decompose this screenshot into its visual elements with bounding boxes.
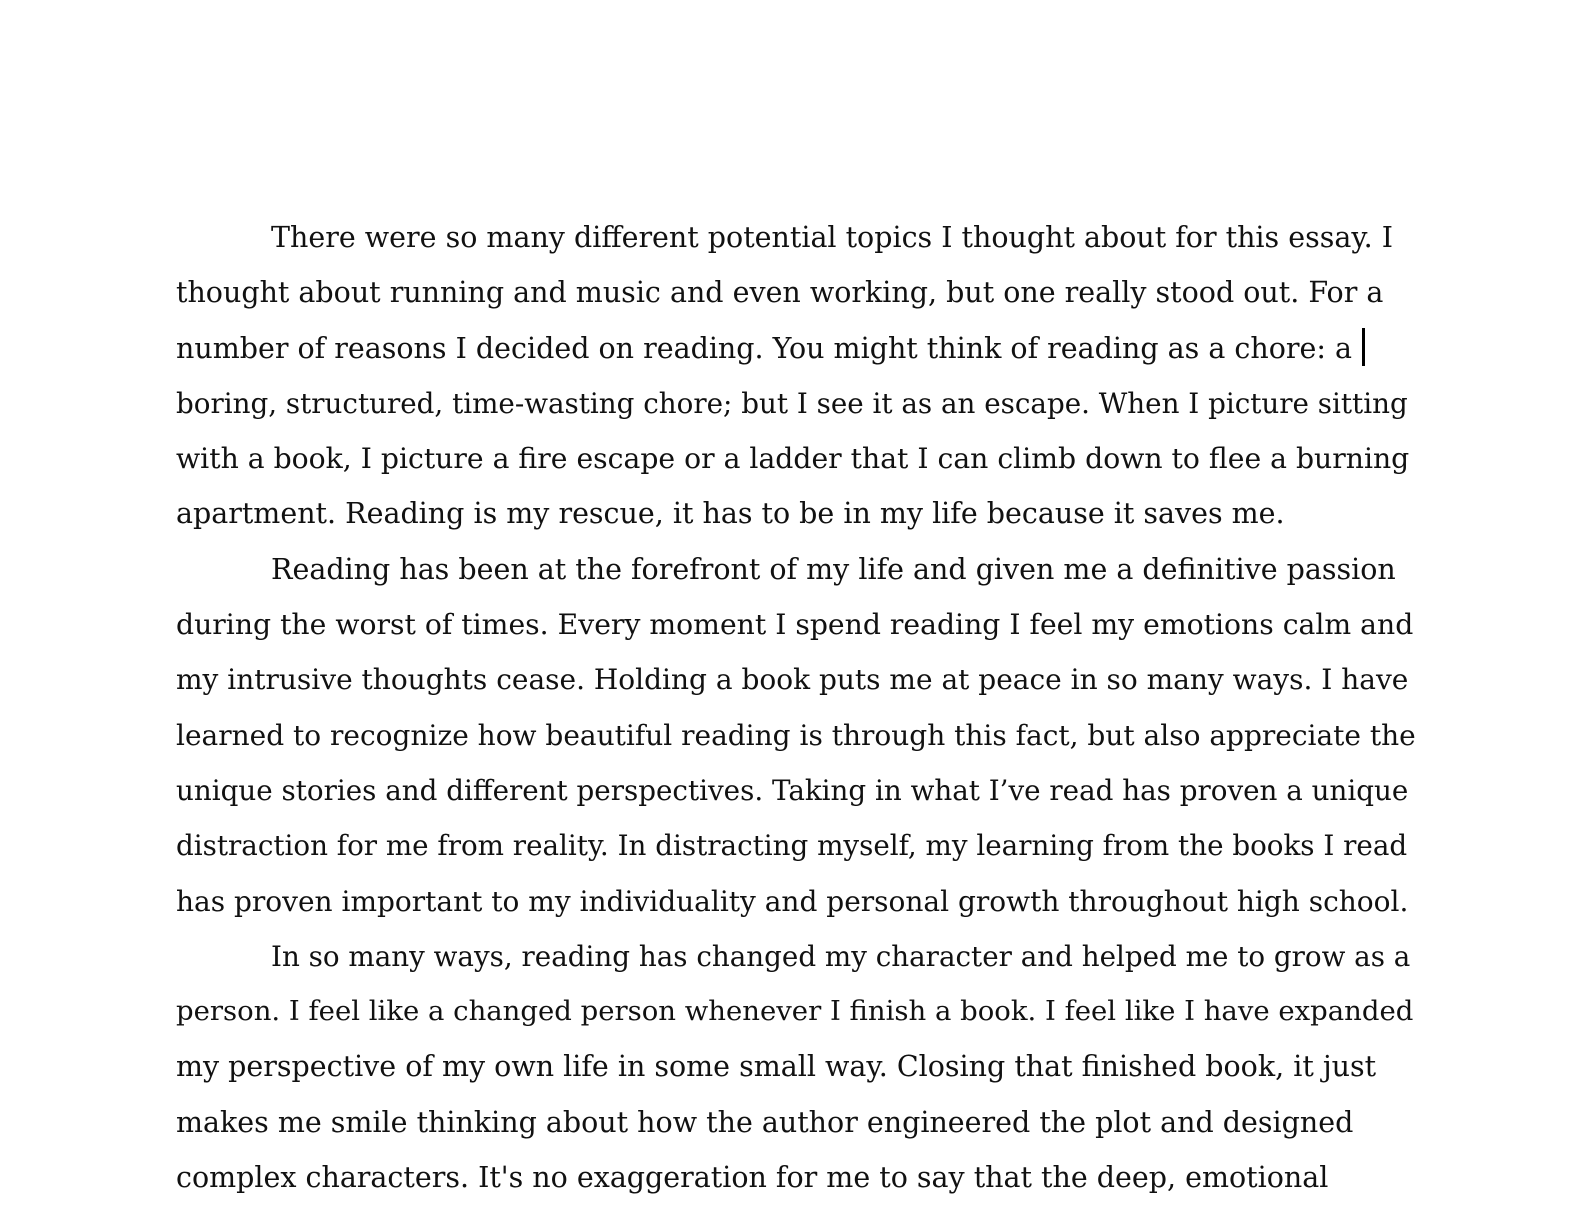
paragraph-2-line-6: distraction for me from reality. In distracting myself, my learning from the books I read <box>176 829 1408 863</box>
paragraph-1-line-3 <box>176 321 1416 376</box>
paragraph-2-line-3: my intrusive thoughts cease. Holding a book puts me at peace in so many ways. I have <box>176 663 1409 697</box>
paragraph-3-line-5: complex characters. It's no exaggeration for me to say that the deep, emotional <box>176 1161 1329 1195</box>
paragraph-2-line-7: has proven important to my individuality and personal growth throughout high school. <box>176 884 1409 918</box>
paragraph-2-line-4: learned to recognize how beautiful reading is through this fact, but also appreciate the <box>176 718 1416 752</box>
paragraph-2-line-1: Reading has been at the forefront of my life and given me a definitive passion <box>271 552 1396 586</box>
paragraph-3-line-4: makes me smile thinking about how the author engineered the plot and designed <box>176 1105 1354 1139</box>
document-body[interactable] <box>176 210 1416 1205</box>
paragraph-2-line-2: during the worst of times. Every moment I spend reading I feel my emotions calm and <box>176 608 1414 642</box>
paragraph-3-line-1: In so many ways, reading has changed my character and helped me to grow as a <box>271 939 1411 973</box>
paragraph-3-line-3: my perspective of my own life in some small way. Closing that finished book, it just <box>176 1050 1377 1084</box>
paragraph-1-line-6: apartment. Reading is my rescue, it has to be in my life because it saves me. <box>176 497 1285 531</box>
paragraph-2-line-5: unique stories and different perspectives. Taking in what I’ve read has proven a unique <box>176 773 1409 807</box>
paragraph-3-line-2: person. I feel like a changed person whenever I finish a book. I feel like I have expanded <box>176 995 1414 1028</box>
paragraph-1-line-5: with a book, I picture a fire escape or a ladder that I can climb down to flee a burning <box>176 442 1410 476</box>
paragraph-1-line-4: boring, structured, time-wasting chore; but I see it as an escape. When I picture sitting <box>176 386 1408 420</box>
text-cursor <box>1362 328 1365 366</box>
paragraph-1-line-2: thought about running and music and even working, but one really stood out. For a <box>176 276 1384 310</box>
line-text: number of reasons I decided on reading. You might think of reading as a chore: a <box>176 331 1353 365</box>
paragraph-1-line-1: There were so many different potential topics I thought about for this essay. I <box>271 221 1394 254</box>
